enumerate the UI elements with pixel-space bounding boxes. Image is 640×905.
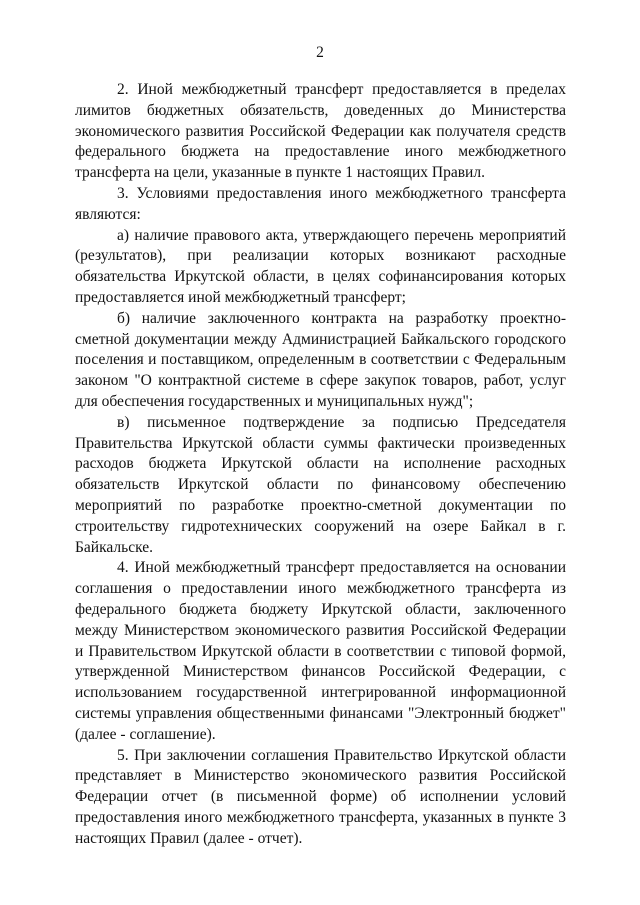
document-body: [75, 80, 566, 849]
paragraph-item-4: 4. Иной межбюджетный трансферт предоставляется на основании соглашения о предоставлении иного межбюджетного трансферта из федерального бюджета бюджету Иркутской области, заключенного между Министерством экономического развития Российской Федерации и Правительством Иркутской области в соответствии с типовой формой, утвержденной Министерством финансов Российской Федерации, с использованием государственной интегрированной информационной системы управления общественными финансами "Электронный бюджет" (далее - соглашение).: [75, 559, 566, 743]
paragraph-item-2: 2. Иной межбюджетный трансферт предоставляется в пределах лимитов бюджетных обязательств, доведенных до Министерства экономического развития Российской Федерации как получателя средств федерального бюджета на предоставление иного межбюджетного трансферта на цели, указанные в пункте 1 настоящих Правил.: [75, 81, 566, 182]
paragraph-item-3: 3. Условиями предоставления иного межбюджетного трансферта являются:: [75, 184, 566, 223]
paragraph-subitem-a: а) наличие правового акта, утверждающего перечень мероприятий (результатов), при реализации которых возникают расходные обязательства Иркутской области, в целях софинансирования которых предоставляется иной межбюджетный трансферт;: [75, 226, 566, 306]
paragraph-item-5: 5. При заключении соглашения Правительство Иркутской области представляет в Министерство экономического развития Российской Федерации отчет (в письменной форме) об исполнении условий предоставления иного межбюджетного трансферта, указанных в пункте 3 настоящих Правил (далее - отчет).: [75, 746, 566, 847]
page-number: 2: [316, 44, 324, 61]
paragraph-subitem-v: в) письменное подтверждение за подписью Председателя Правительства Иркутской области суммы фактически произведенных расходов бюджета Иркутской области на исполнение расходных обязательств Иркутской области по финансовому обеспечению мероприятий по разработке проектно-сметной документации по строительству гидротехнических сооружений на озере Байкал в г. Байкальске.: [75, 413, 566, 556]
paragraph-subitem-b: б) наличие заключенного контракта на разработку проектно-сметной документации между Администрацией Байкальского городского поселения и поставщиком, определенным в соответствии с Федеральным законом "О контрактной системе в сфере закупок товаров, работ, услуг для обеспечения государственных и муниципальных нужд";: [75, 309, 566, 410]
